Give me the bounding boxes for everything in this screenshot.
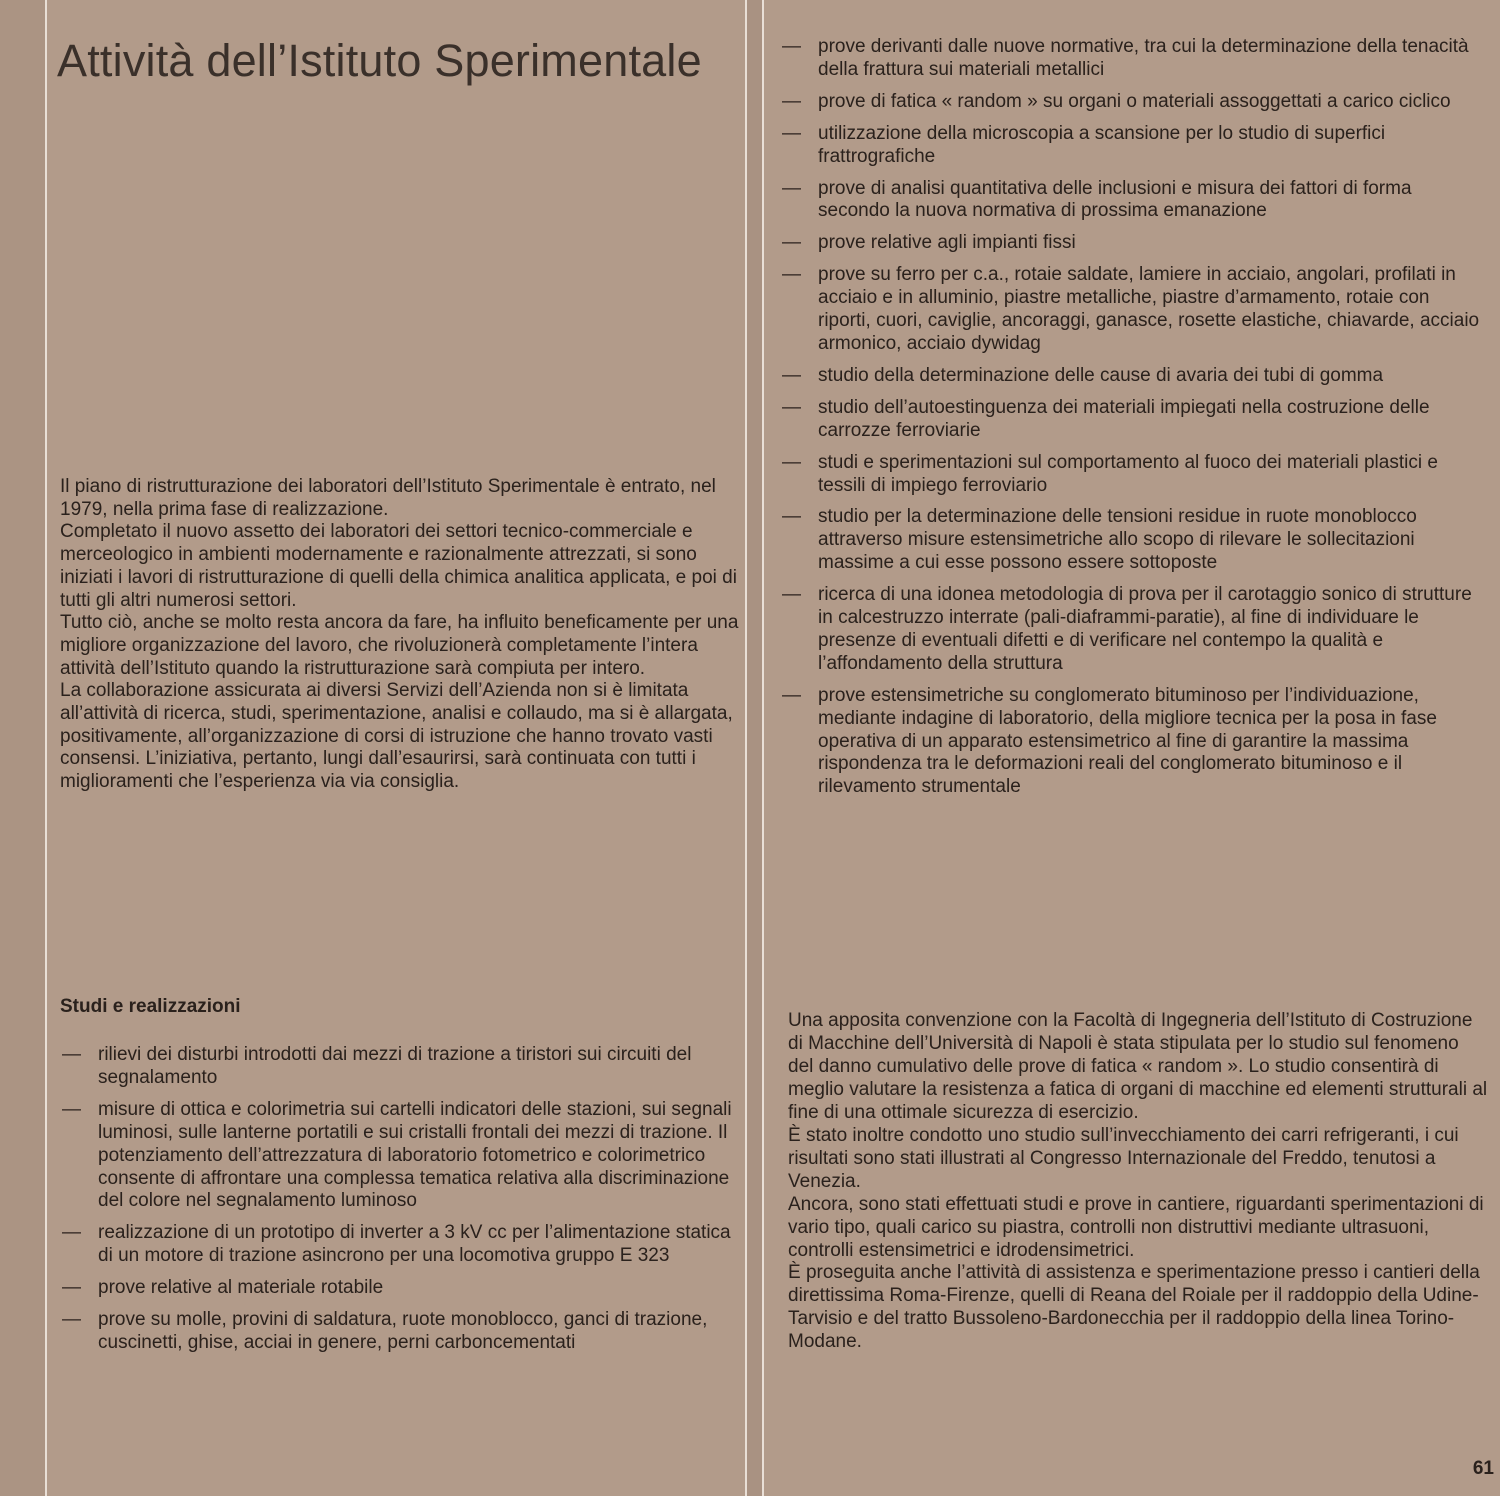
column-rule-left xyxy=(45,0,47,1496)
closing-paragraph: È stato inoltre condotto uno studio sull’invecchiamento dei carri refrigeranti, i cui risultati sono stati illustrati al Congresso Internazionale del Freddo, tenutosi a Venezia. xyxy=(788,1124,1459,1192)
activities-list-left xyxy=(62,1044,738,1364)
list-item: — prove su ferro per c.a., rotaie saldate, lamiere in acciaio, angolari, profilati in acciaio e in alluminio, piastre metalliche, piastre d’armamento, rotaie con riporti, cuori, caviglie, ancoraggi, ganasce, rosette elastiche, chiavarde, acciaio armonico, acciaio dywidag xyxy=(782,264,1482,356)
list-item: — rilievi dei disturbi introdotti dai mezzi di trazione a tiristori sui circuiti del segnalamento xyxy=(62,1044,738,1090)
closing-text xyxy=(788,1010,1488,1354)
list-item: — prove di fatica « random » su organi o materiali assoggettati a carico ciclico xyxy=(782,91,1482,114)
intro-text xyxy=(60,476,740,794)
intro-paragraph: Completato il nuovo assetto dei laboratori dei settori tecnico-commerciale e merceologico in ambienti modernamente e razionalmente attrezzati, si sono iniziati i lavori di ristrutturazione di quelli della chimica analitica applicata, e poi di tutti gli altri numerosi settori. xyxy=(60,521,737,611)
activities-list-right xyxy=(782,36,1482,808)
list-item: — utilizzazione della microscopia a scansione per lo studio di superfici frattrografiche xyxy=(782,123,1482,169)
list-item: — studio della determinazione delle cause di avaria dei tubi di gomma xyxy=(782,365,1482,388)
intro-paragraph: La collaborazione assicurata ai diversi Servizi dell’Azienda non si è limitata all’attività di ricerca, studi, sperimentazione, analisi e collaudo, ma si è allargata, positivamente, all’organizzazione di corsi di istruzione che hanno trovato vasti consensi. L’iniziativa, pertanto, lungi dall’esaurirsi, sarà continuata con tutti i miglioramenti che l’esperienza via via consiglia. xyxy=(60,680,733,793)
list-item: — prove su molle, provini di saldatura, ruote monoblocco, ganci di trazione, cuscinetti, ghise, acciai in genere, perni carboncementati xyxy=(62,1309,738,1355)
column-rule-center-right xyxy=(762,0,764,1496)
closing-paragraph: Ancora, sono stati effettuati studi e prove in cantiere, riguardanti sperimentazioni di vario tipo, quali carico su piastra, controlli non distruttivi mediante ultrasuoni, controlli estensimetrici e idrodensimetrici. xyxy=(788,1193,1484,1261)
intro-paragraph: Tutto ciò, anche se molto resta ancora da fare, ha influito beneficamente per una migliore organizzazione del lavoro, che rivoluzionerà completamente l’intera attività dell’Istituto quando la ristrutturazione sarà compiuta per intero. xyxy=(60,612,739,679)
list-item: — studio per la determinazione delle tensioni residue in ruote monoblocco attraverso misure estensimetriche allo scopo di rilevare le sollecitazioni massime a cui esse possono essere sottoposte xyxy=(782,506,1482,575)
list-item: — ricerca di una idonea metodologia di prova per il carotaggio sonico di strutture in calcestruzzo interrate (pali-diaframmi-paratie), al fine di individuare le presenze di eventuali difetti e di verificare nel contempo la qualità e l’affondamento della struttura xyxy=(782,584,1482,676)
list-item: — prove relative al materiale rotabile xyxy=(62,1277,738,1300)
list-item: — prove di analisi quantitativa delle inclusioni e misura dei fattori di forma secondo la nuova normativa di prossima emanazione xyxy=(782,178,1482,224)
intro-paragraph: Il piano di ristrutturazione dei laboratori dell’Istituto Sperimentale è entrato, nel 1979, nella prima fase di realizzazione. xyxy=(60,476,716,520)
list-item: — studi e sperimentazioni sul comportamento al fuoco dei materiali plastici e tessili di impiego ferroviario xyxy=(782,452,1482,498)
page-left-margin xyxy=(0,0,45,1496)
column-rule-center-left xyxy=(745,0,747,1496)
section-title: Studi e realizzazioni xyxy=(60,996,241,1017)
closing-paragraph: Una apposita convenzione con la Facoltà di Ingegneria dell’Istituto di Costruzione di Macchine dell’Università di Napoli è stata stipulata per lo studio sul fenomeno del danno cumulativo delle prove di fatica « random ». Lo studio consentirà di meglio valutare la resistenza a fatica di organi di macchine ed elementi strutturali al fine di una ottimale sicurezza di esercizio. xyxy=(788,1010,1488,1123)
closing-paragraph: È proseguita anche l’attività di assistenza e sperimentazione presso i cantieri della direttissima Roma-Firenze, quelli di Reana del Roiale per il raddoppio della Udine-Tarvisio e del tratto Bussoleno-Bardonecchia per il raddoppio della linea Torino-Modane. xyxy=(788,1262,1480,1353)
list-item: — prove derivanti dalle nuove normative, tra cui la determinazione della tenacità della frattura sui materiali metallici xyxy=(782,36,1482,82)
list-item: — prove estensimetriche su conglomerato bituminoso per l’individuazione, mediante indagine di laboratorio, della migliore tecnica per la posa in fase operativa di un apparato estensimetrico al fine di garantire la massima rispondenza tra le deformazioni reali del conglomerato bituminoso e il rilevamento strumentale xyxy=(782,685,1482,800)
page-number: 61 xyxy=(1472,1458,1494,1479)
page-title: Attività dell’Istituto Sperimentale xyxy=(57,35,702,86)
list-item: — studio dell’autoestinguenza dei materiali impiegati nella costruzione delle carrozze ferroviarie xyxy=(782,397,1482,443)
list-item: — misure di ottica e colorimetria sui cartelli indicatori delle stazioni, sui segnali luminosi, sulle lanterne portatili e sui cristalli frontali dei mezzi di trazione. Il potenziamento dell’attrezzatura di laboratorio fotometrico e colorimetrico consente di affrontare una complessa tematica relativa alla discriminazione del colore nel segnalamento luminoso xyxy=(62,1099,738,1214)
page-gutter xyxy=(747,0,762,1496)
list-item: — prove relative agli impianti fissi xyxy=(782,232,1482,255)
list-item: — realizzazione di un prototipo di inverter a 3 kV cc per l’alimentazione statica di un motore di trazione asincrono per una locomotiva gruppo E 323 xyxy=(62,1222,738,1268)
